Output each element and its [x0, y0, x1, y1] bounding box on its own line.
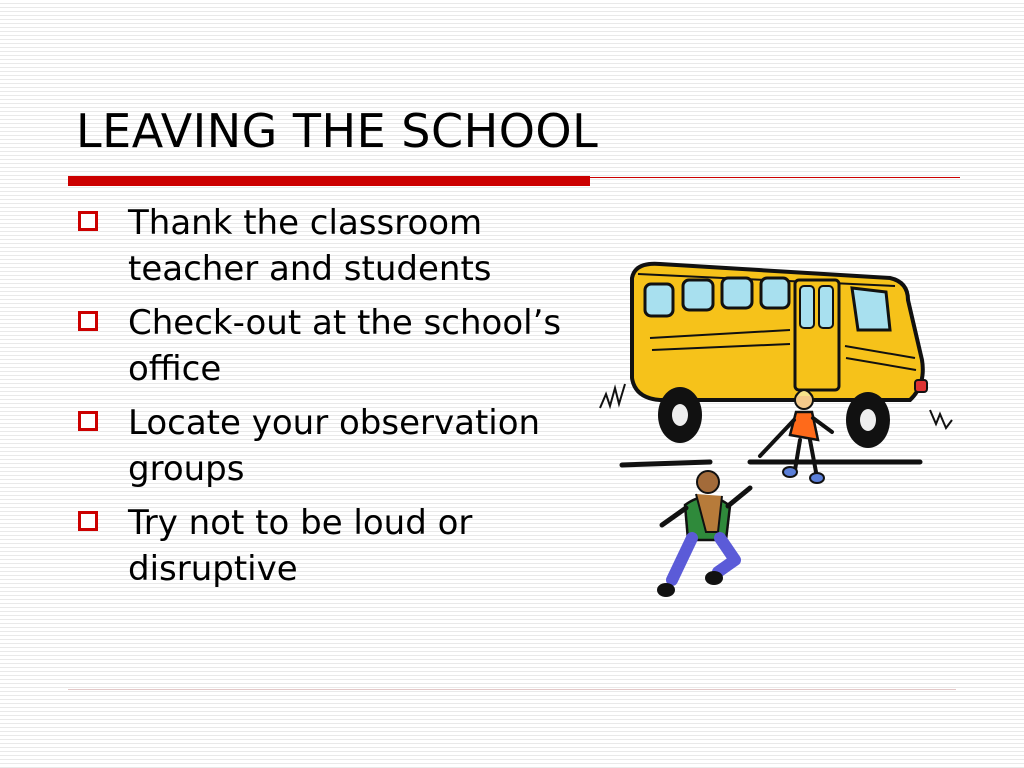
list-item	[78, 200, 578, 292]
school-bus-clipart	[590, 250, 970, 610]
bullet-text: Try not to be loud or disruptive	[128, 503, 473, 589]
bullet-square-icon	[78, 211, 98, 231]
title-underline-thin	[590, 177, 960, 178]
bullet-text: Locate your observation groups	[128, 403, 541, 489]
bullet-text: Thank the classroom teacher and students	[128, 203, 492, 289]
slide-title: LEAVING THE SCHOOL	[76, 104, 599, 158]
title-underline-thick	[68, 176, 590, 186]
bullet-text: Check-out at the school’s office	[128, 303, 562, 389]
list-item	[78, 300, 578, 392]
footer-divider	[68, 689, 956, 690]
bullet-square-icon	[78, 411, 98, 431]
bullet-square-icon	[78, 311, 98, 331]
list-item	[78, 500, 578, 592]
bullet-square-icon	[78, 511, 98, 531]
list-item	[78, 400, 578, 492]
bullet-list	[78, 200, 578, 600]
